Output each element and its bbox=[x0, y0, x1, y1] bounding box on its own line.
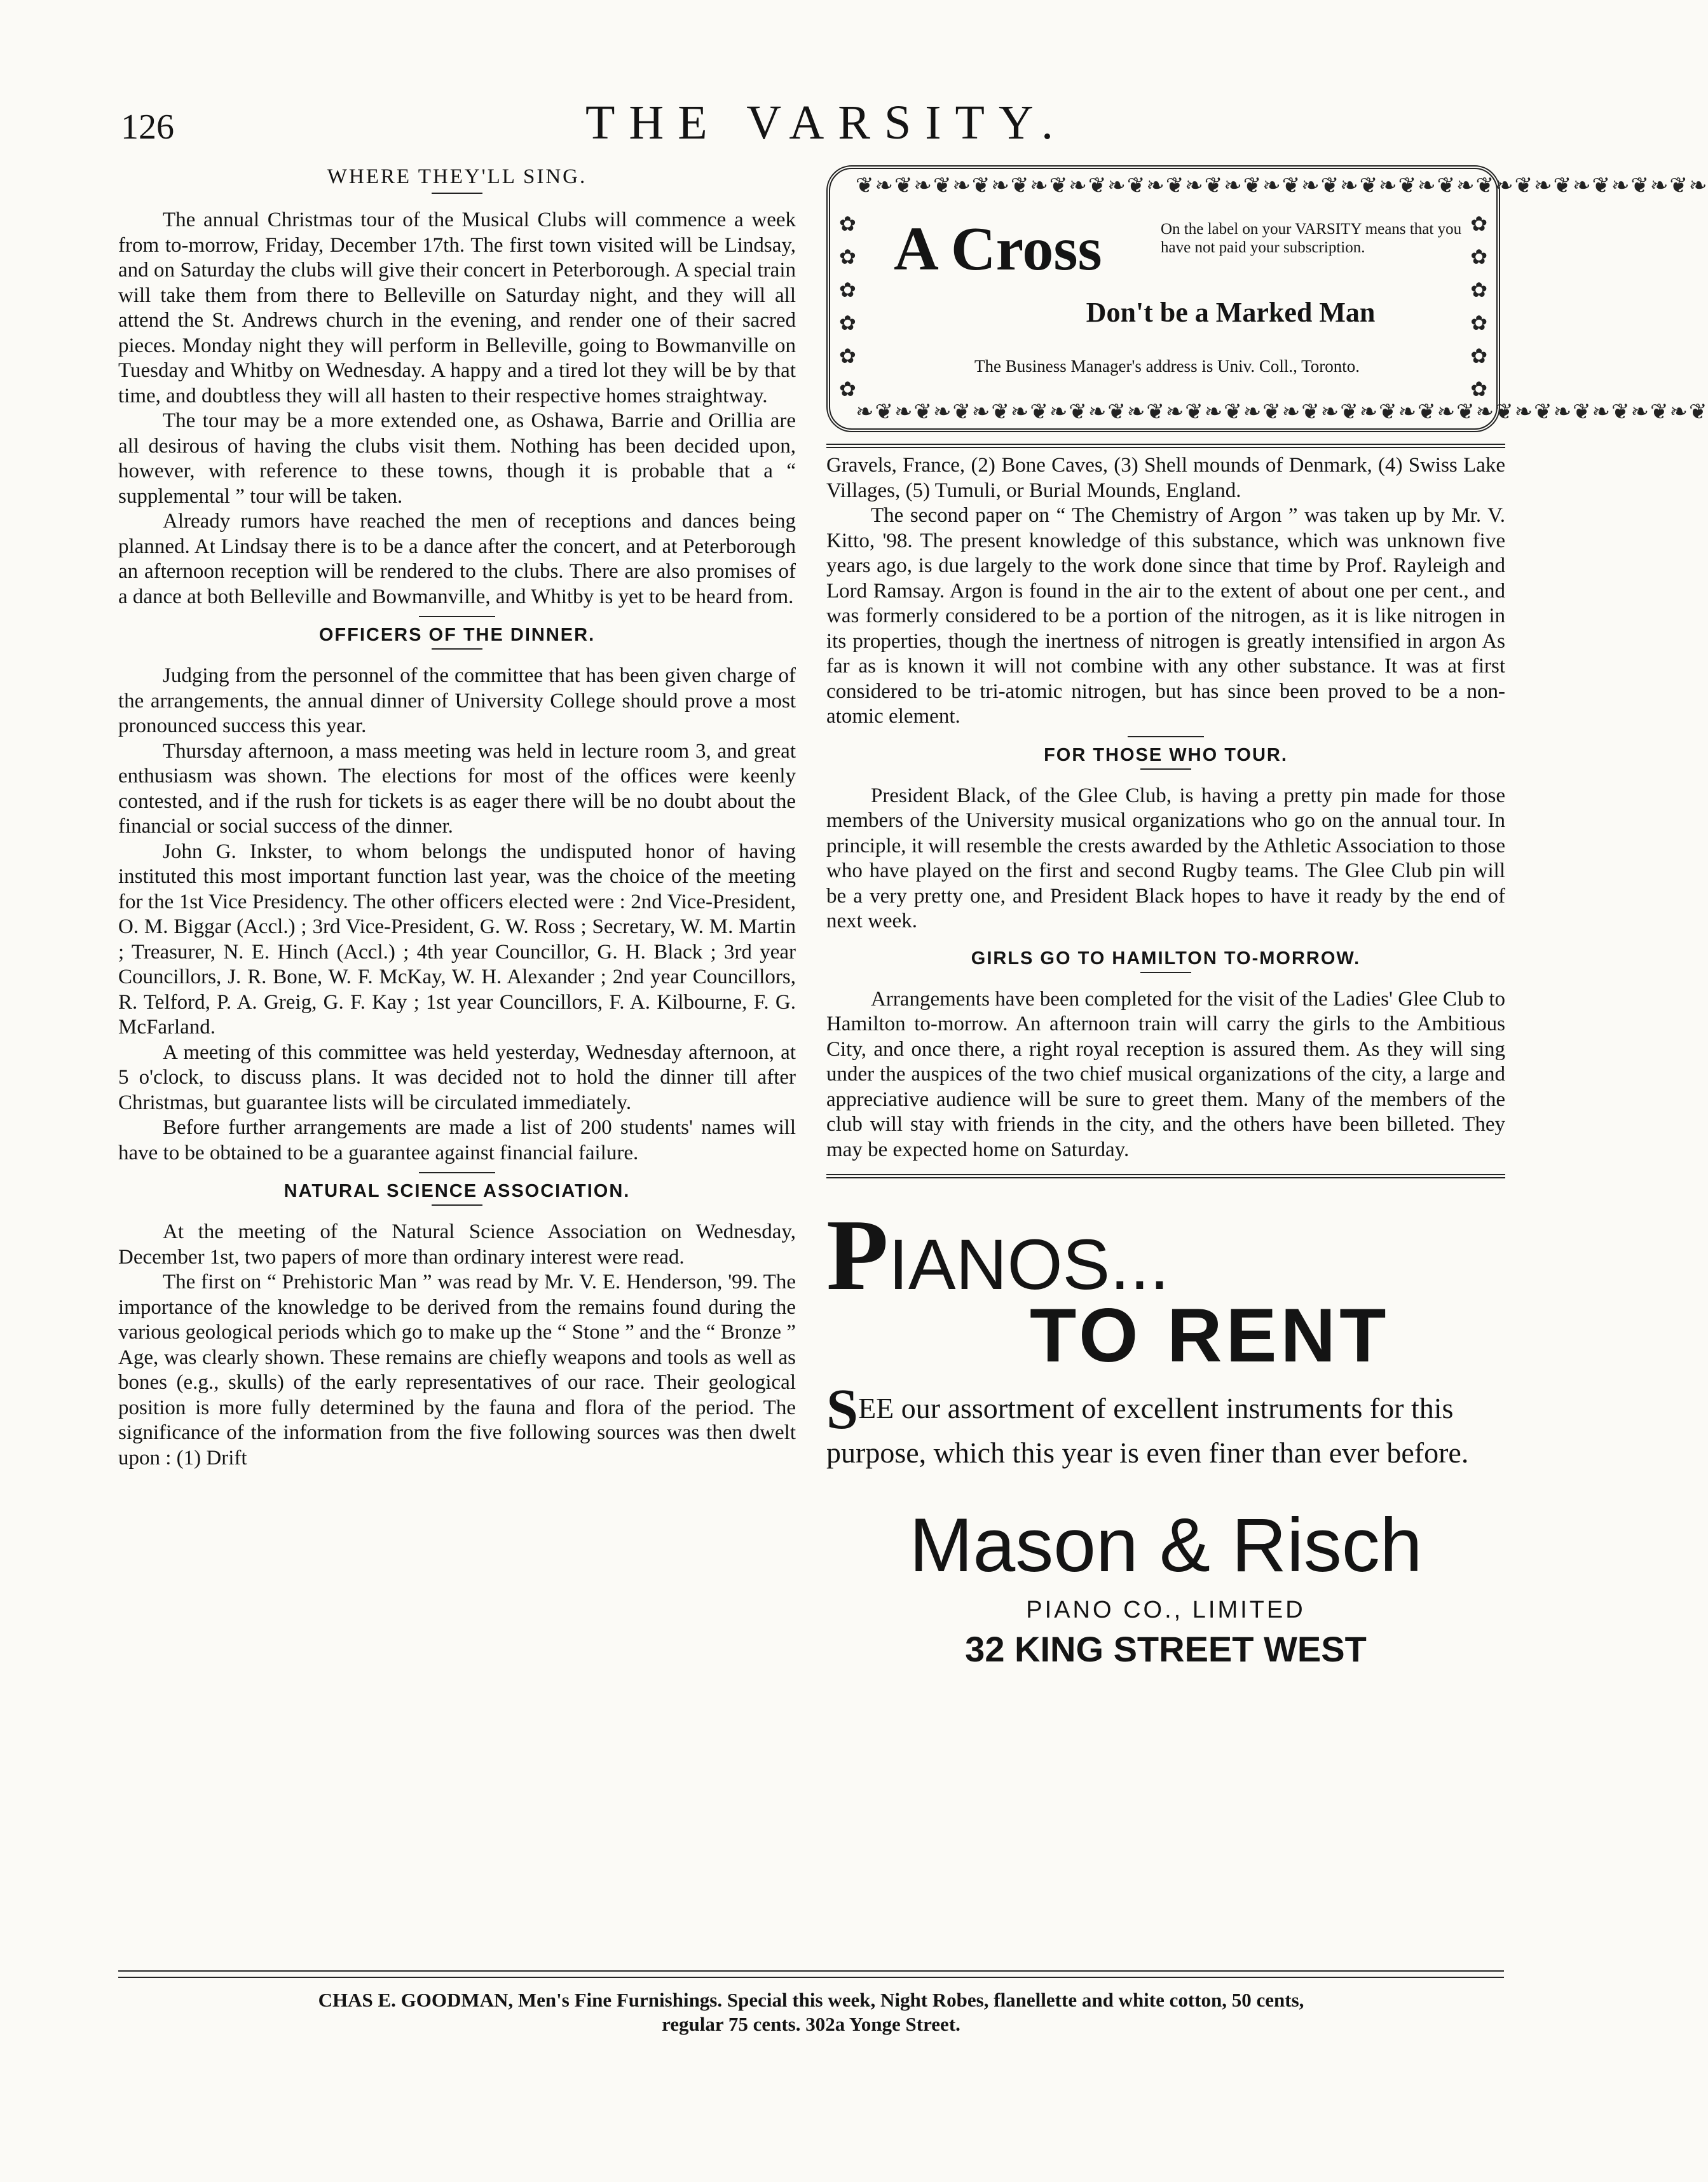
piano-advertisement bbox=[826, 1183, 1505, 1667]
footer-line-1: CHAS E. GOODMAN, Men's Fine Furnishings. Special this week, Night Robes, flanellette and white cotton, 50 cents, bbox=[318, 1989, 1304, 2011]
paragraph: Already rumors have reached the men of receptions and dances being planned. At Lindsay there is to be a dance after the concert, and at Peterborough an afternoon reception will be rendered to the clubs. There are also promises of a dance at both Belleville and Bowmanville, and Whitby is yet to be heard from. bbox=[118, 510, 796, 608]
heading-girls-go-to-hamilton: GIRLS GO TO HAMILTON TO-MORROW. bbox=[971, 948, 1361, 969]
cross-note: On the label on your VARSITY means that you have not paid your subscription. bbox=[1161, 221, 1462, 256]
ad-body bbox=[826, 1378, 1500, 1475]
ornament-border-right: ✿ ✿ ✿ ✿ ✿ ✿ bbox=[1470, 212, 1487, 400]
ad-pianos-rest: IANOS... bbox=[888, 1225, 1170, 1304]
double-rule bbox=[826, 1174, 1505, 1178]
ad-body-initial: S bbox=[826, 1378, 859, 1441]
ad-address: 32 KING STREET WEST bbox=[965, 1629, 1367, 1669]
paragraph: John G. Inkster, to whom belongs the undisputed honor of having instituted this most important function last year, was the choice of the meeting for the 1st Vice Presidency. The other officers elected were : 2nd Vice-President, O. M. Biggar (Accl.) ; 3rd Vice-President, G. W. Ross ; Secretary, W. M. Martin ; Treasurer, N. E. Hinch (Accl.) ; 4th year Councillor, G. H. Black ; 3rd year Councillors, J. R. Bone, W. F. McKay, W. H. Alexander ; 2nd year Councillors, R. Telford, P. A. Greig, G. F. Kay ; 1st year Councillors, F. A. Kilbourne, F. G. McFarland. bbox=[118, 840, 796, 1039]
ad-body-text: EE our assortment of excellent instruments for this purpose, which this year is even finer than ever before. bbox=[826, 1392, 1469, 1469]
ad-company-name: Mason & Risch bbox=[909, 1503, 1423, 1588]
cross-address: The Business Manager's address is Univ. Coll., Toronto. bbox=[974, 357, 1360, 376]
heading-for-those-who-tour: FOR THOSE WHO TOUR. bbox=[1044, 744, 1288, 765]
cross-title: A Cross bbox=[894, 215, 1102, 283]
right-column bbox=[826, 165, 1708, 1669]
divider bbox=[432, 1204, 482, 1206]
paragraph: Arrangements have been completed for the visit of the Ladies' Glee Club to Hamilton to-morrow. An afternoon train will carry the girls to the Ambitious City, and once there, a right royal reception is assured them. As they will sing under the auspices of the two chief musical organizations of the city, a large and appreciative audience will be sure to greet them. Many of the members of the club will stay with friends in the city, and the others have been billeted. They may be expected home on Saturday. bbox=[826, 987, 1505, 1161]
paragraph: The annual Christmas tour of the Musical Clubs will commence a week from to-morrow, Friday, December 17th. The first town visited will be Lindsay, and on Saturday the clubs will give their concert in Peterborough. A special train will take them from there to Belleville on Saturday night, and they will all attend the St. Andrews church in the evening, and render one of their sacred pieces. Monday night they will perform in Belleville, going to Bowmanville on Tuesday and Whitby on Wednesday. A happy and a tired lot they will be by that time, and doubtless they will all hasten to their respective homes straightway. bbox=[118, 208, 796, 407]
paragraph: At the meeting of the Natural Science Association on Wednesday, December 1st, two papers of more than ordinary interest were read. bbox=[118, 1220, 796, 1269]
divider bbox=[432, 648, 482, 650]
paragraph: Judging from the personnel of the committee that has been given charge of the arrangements, the annual dinner of University College should prove a most pronounced success this year. bbox=[118, 664, 796, 737]
section-rule bbox=[419, 1172, 495, 1173]
footer-advertisement bbox=[118, 1988, 1504, 2036]
heading-officers-of-the-dinner: OFFICERS OF THE DINNER. bbox=[318, 625, 596, 645]
masthead: THE VARSITY. bbox=[585, 96, 1068, 149]
ornament-border-bottom: ❧❦❧❦❧❦❧❦❧❦❧❦❧❦❧❦❧❦❧❦❧❦❧❦❧❦❧❦❧❦❧❦❧❦❧❦❧❦❧❦❧❦❧❦ bbox=[856, 400, 1708, 424]
heading-natural-science-association: NATURAL SCIENCE ASSOCIATION. bbox=[284, 1181, 631, 1201]
cross-mark-line: Don't be a Marked Man bbox=[1086, 297, 1376, 328]
paragraph: President Black, of the Glee Club, is having a pretty pin made for those members of the University musical organizations who go on the annual tour. In principle, it will resemble the crests awarded by the Athletic Association to those who have played on the first and second Rugby teams. The Glee Club pin will be a very pretty one, and President Black hopes to have it ready by the end of next week. bbox=[826, 784, 1505, 932]
paragraph: The tour may be a more extended one, as Oshawa, Barrie and Orillia are all desirous of having the clubs visit them. Nothing has been decided upon, however, with reference to these towns, though it is probable that a “ supplemental ” tour will be taken. bbox=[118, 409, 796, 508]
paragraph: A meeting of this committee was held yesterday, Wednesday afternoon, at 5 o'clock, to discuss plans. It was decided not to hold the dinner till after Christmas, but guarantee lists will be circulated immediately. bbox=[118, 1040, 796, 1114]
footer-line-2: regular 75 cents. 302a Yonge Street. bbox=[662, 2013, 960, 2035]
page-number: 126 bbox=[121, 107, 174, 147]
ad-pianos-initial: P bbox=[826, 1198, 889, 1311]
divider bbox=[1140, 768, 1191, 770]
paragraph: Thursday afternoon, a mass meeting was held in lecture room 3, and great enthusiasm was shown. The elections for most of the offices were keenly contested, and if the rush for tickets is as eager there will be no doubt about the financial or social success of the dinner. bbox=[118, 739, 796, 838]
double-rule bbox=[826, 444, 1505, 448]
divider bbox=[1140, 972, 1191, 973]
ornament-border-top: ❦❧❦❧❦❧❦❧❦❧❦❧❦❧❦❧❦❧❦❧❦❧❦❧❦❧❦❧❦❧❦❧❦❧❦❧❦❧❦❧❦❧❦❧ bbox=[856, 174, 1708, 198]
section-rule bbox=[1128, 736, 1204, 737]
ad-to-rent: TO RENT bbox=[1030, 1293, 1390, 1378]
footer-rule bbox=[118, 1970, 1504, 1978]
ad-company-sub: PIANO CO., LIMITED bbox=[1026, 1597, 1306, 1623]
section-rule bbox=[419, 616, 495, 617]
divider bbox=[432, 193, 482, 194]
paragraph: The second paper on “ The Chemistry of Argon ” was taken up by Mr. V. Kitto, '98. The present knowledge of this substance, which was unknown five years ago, is due largely to the work done since that time by Prof. Rayleigh and Lord Ramsay. Argon is found in the air to the extent of about one per cent., and was formerly considered to be a portion of the nitrogen, as it is like nitrogen in its properties, though the inertness of nitrogen is greatly intensified in argon As far as is known it will not combine with any other substance. It was at first considered to be tri-atomic nitrogen, but has since been proved to be a non-atomic element. bbox=[826, 504, 1505, 728]
cross-advertisement bbox=[826, 165, 1708, 432]
ornament-border-left: ✿ ✿ ✿ ✿ ✿ ✿ bbox=[839, 212, 856, 400]
left-column bbox=[118, 165, 796, 1471]
heading-where-theyll-sing: WHERE THEY'LL SING. bbox=[327, 165, 587, 188]
paragraph: The first on “ Prehistoric Man ” was read by Mr. V. E. Henderson, '99. The importance of the knowledge to be derived from the remains found during the various geological periods which go to make up the “ Stone ” and the “ Bronze ” Age, was clearly shown. These remains are chiefly weapons and tools as well as bones (e.g., skulls) of the early representatives of our race. Their geological position is more fully determined by the fauna and flora of the period. The significance of the information from the five following sources was then dwelt upon : (1) Drift bbox=[118, 1271, 796, 1469]
paragraph: Before further arrangements are made a list of 200 students' names will have to be obtained to be a guarantee against financial failure. bbox=[118, 1116, 796, 1164]
paragraph: Gravels, France, (2) Bone Caves, (3) Shell mounds of Denmark, (4) Swiss Lake Villages, (5) Tumuli, or Burial Mounds, England. bbox=[826, 454, 1505, 502]
